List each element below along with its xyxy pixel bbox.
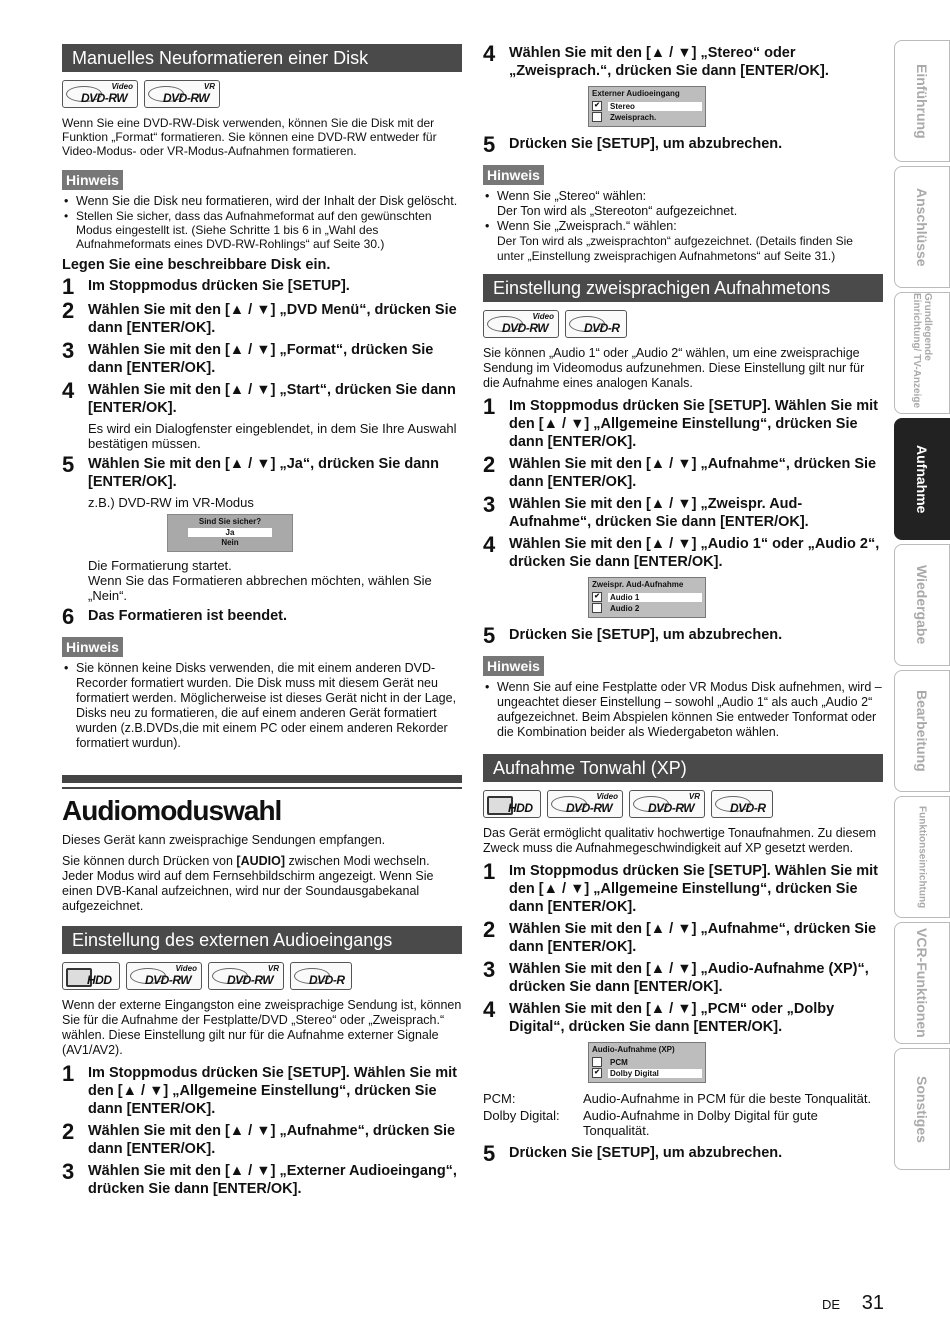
section-title-bilingual: Einstellung zweisprachigen Aufnahmetons — [483, 274, 883, 302]
bilingual-intro: Sie können „Audio 1“ oder „Audio 2“ wählen, um eine zweisprachige Sendung im Videomodus aufzunehmen. Diese Einstellung gilt nur für die Aufnahme eines analogen Kanals. — [483, 346, 865, 390]
dvd-r-badge: DVD-R — [290, 962, 352, 990]
chapter-tabs — [894, 40, 950, 1174]
dvd-rw-video-badge: Video DVD-RW — [483, 310, 559, 338]
tab-anschluesse[interactable]: Anschlüsse — [894, 166, 950, 288]
def-desc: Audio-Aufnahme in PCM für die beste Tonqualität. — [583, 1091, 872, 1106]
language-label: DE — [821, 1297, 840, 1312]
disc-badges-bilingual — [483, 310, 883, 338]
xp-definitions — [483, 1091, 883, 1140]
step: 2 Wählen Sie mit den [▲ / ▼] „Aufnahme“, drücken Sie dann [ENTER/OK]. — [483, 452, 877, 490]
tab-wiedergabe[interactable]: Wiedergabe — [894, 544, 950, 666]
reformat-notes-2 — [62, 661, 462, 751]
def-desc: Audio-Aufnahme in Dolby Digital für gute Tonqualität. — [583, 1108, 818, 1138]
hinweis-label: Hinweis — [62, 170, 123, 190]
hinweis-label: Hinweis — [62, 637, 123, 657]
right-column — [483, 41, 883, 1168]
menu-option: PCM — [592, 1057, 702, 1067]
step: 2 Wählen Sie mit den [▲ / ▼] „DVD Menü“, drücken Sie dann [ENTER/OK]. — [62, 298, 457, 336]
menu-option: ✔ Audio 1 — [592, 592, 702, 602]
step: 3 Wählen Sie mit den [▲ / ▼] „Format“, drücken Sie dann [ENTER/OK]. — [62, 338, 434, 376]
bilingual-menu — [588, 577, 706, 618]
tab-sonstiges[interactable]: Sonstiges — [894, 1048, 950, 1170]
section-title-ext-audio: Einstellung des externen Audioeingangs — [62, 926, 462, 954]
left-column — [62, 44, 462, 1202]
disc-badges-reformat — [62, 80, 462, 108]
step: 5 Drücken Sie [SETUP], um abzubrechen. — [483, 1141, 783, 1166]
step: 4 Wählen Sie mit den [▲ / ▼] „PCM“ oder „Dolby Digital“, drücken Sie dann [ENTER/OK]. — [483, 997, 835, 1035]
step: 4 Wählen Sie mit den [▲ / ▼] „Start“, drücken Sie dann [ENTER/OK]. — [62, 378, 456, 416]
audio-p2: Sie können durch Drücken von [AUDIO] zwischen Modi wechseln. Jeder Modus wird auf dem Fernsehbildschirm angezeigt. Wenn Sie einen DVB-Kanal aufzeichnen, wird nur der Soundausgabekanal aufgezeichnet. — [62, 854, 434, 913]
step: 6 Das Formatieren ist beendet. — [62, 604, 288, 629]
checkbox-checked-icon: ✔ — [592, 101, 602, 111]
disc-badges-xp — [483, 790, 883, 818]
menu-title: Zweispr. Aud-Aufnahme — [592, 580, 684, 589]
confirm-dialog — [167, 514, 293, 552]
list-item: • Sie können keine Disks verwenden, die mit einem anderen DVD-Recorder formatiert wurden. Die Disk muss mit diesem Gerät neu formatiert werden. Möglicherweise ist dieses Gerät nicht in der Lage, Disks neu zu formatieren, die auf einem anderen Gerät formatiert wurden (z.B.DVDs,die mit einem PC oder einem anderen Rekorder formatiert wurdun). — [72, 661, 462, 751]
step: 1 Im Stoppmodus drücken Sie [SETUP]. — [62, 274, 350, 299]
menu-option: ✔ Stereo — [592, 101, 702, 111]
checkbox-checked-icon: ✔ — [592, 592, 602, 602]
def-term: PCM: — [483, 1091, 516, 1106]
step: 2 Wählen Sie mit den [▲ / ▼] „Aufnahme“, drücken Sie dann [ENTER/OK]. — [62, 1119, 456, 1157]
hdd-badge: HDD — [483, 790, 541, 818]
step: 1 Im Stoppmodus drücken Sie [SETUP]. Wählen Sie mit den [▲ / ▼] „Allgemeine Einstellung“, drücken Sie dann [ENTER/OK]. — [483, 859, 878, 915]
step: 1 Im Stoppmodus drücken Sie [SETUP]. Wählen Sie mit den [▲ / ▼] „Allgemeine Einstellung“, drücken Sie dann [ENTER/OK]. — [62, 1061, 457, 1117]
list-item: • Wenn Sie die Disk neu formatieren, wird der Inhalt der Disk gelöscht. — [72, 194, 462, 209]
disc-badges-ext-audio — [62, 962, 462, 990]
menu-title: Audio-Aufnahme (XP) — [592, 1045, 675, 1054]
list-item: • Stellen Sie sicher, dass das Aufnahmeformat auf den gewünschten Modus eingestellt ist. (Siehe Schritte 1 bis 6 in „Wahl des Aufnahmeformats eines DVD-RW-Rohlings“ auf Seite 30.) — [72, 209, 462, 251]
dvd-rw-video-badge: Video DVD-RW — [62, 80, 138, 108]
xp-intro: Das Gerät ermöglicht qualitativ hochwertige Tonaufnahmen. Zu diesem Zweck muss die Aufnahmegeschwindigkeit auf XP gesetzt werden. — [483, 826, 877, 855]
divider-thin — [62, 787, 462, 789]
menu-option: ✔ Dolby Digital — [592, 1068, 702, 1078]
dvd-r-badge: DVD-R — [565, 310, 627, 338]
reformat-lead: Legen Sie eine beschreibbare Disk ein. — [62, 257, 331, 273]
page-number: 31 — [861, 1292, 884, 1314]
audio-p1: Dieses Gerät kann zweisprachige Sendungen empfangen. — [62, 833, 386, 847]
tab-grundlegende-einrichtung[interactable]: Grundlegende Einrichtung/ TV-Anzeige — [894, 292, 950, 414]
tab-funktionseinrichtung[interactable]: Funktionseinrichtung — [894, 796, 950, 918]
step-note: z.B.) DVD-RW im VR-Modus — [88, 495, 254, 510]
ext-audio-menu — [588, 86, 706, 127]
menu-option: Zweisprach. — [592, 112, 702, 122]
section-title-reformat: Manuelles Neuformatieren einer Disk — [62, 44, 462, 72]
dialog-title: Sind Sie sicher? — [198, 517, 262, 526]
step: 5 Wählen Sie mit den [▲ / ▼] „Ja“, drücken Sie dann [ENTER/OK]. — [62, 452, 439, 490]
step-note: Es wird ein Dialogfenster eingeblendet, in dem Sie Ihre Auswahl bestätigen müssen. — [88, 421, 457, 451]
checkbox-icon — [592, 112, 602, 122]
list-item: • Wenn Sie „Stereo“ wählen: Der Ton wird als „Stereoton“ aufgezeichnet. — [493, 189, 883, 219]
step: 3 Wählen Sie mit den [▲ / ▼] „Zweispr. Aud-Aufnahme“, drücken Sie dann [ENTER/OK]. — [483, 492, 809, 530]
def-term: Dolby Digital: — [483, 1108, 560, 1123]
list-item: • Wenn Sie „Zweisprach.“ wählen: Der Ton wird als „zweisprachton“ aufgezeichnet. (Details finden Sie unter „Einstellung zweisprachigen Aufnahmetons“ auf Seite 31.) — [493, 219, 883, 264]
step: 4 Wählen Sie mit den [▲ / ▼] „Stereo“ oder „Zweisprach.“, drücken Sie dann [ENTER/OK]. — [483, 41, 829, 79]
audio-mode-title: Audiomoduswahl — [62, 795, 282, 826]
bilingual-notes — [483, 680, 883, 740]
section-title-xp: Aufnahme Tonwahl (XP) — [483, 754, 883, 782]
checkbox-icon — [592, 1057, 602, 1067]
dvd-rw-video-badge: Video DVD-RW — [126, 962, 202, 990]
step-note: Wenn Sie das Formatieren abbrechen möchten, wählen Sie „Nein“. — [88, 573, 432, 603]
step: 5 Drücken Sie [SETUP], um abzubrechen. — [483, 623, 783, 648]
reformat-intro: Wenn Sie eine DVD-RW-Disk verwenden, können Sie die Disk mit der Funktion „Format“ formatieren. Sie können eine DVD-RW entweder für Video-Modus- oder VR-Modus-Aufnahmen formatieren. — [62, 116, 437, 158]
dialog-option-no: Nein — [221, 538, 239, 547]
dvd-rw-video-badge: Video DVD-RW — [547, 790, 623, 818]
dialog-option-yes: Ja — [188, 528, 272, 537]
hinweis-label: Hinweis — [483, 165, 544, 185]
list-item: • Wenn Sie auf eine Festplatte oder VR Modus Disk aufnehmen, wird – ungeachtet dieser Einstellung – sowohl „Audio 1“ als auch „Audio 2“ aufgezeichnet. Beim Abspielen können Sie entweder Tonformat oder die Kombination beider als Wiedergabeton wählen. — [493, 680, 883, 740]
step: 4 Wählen Sie mit den [▲ / ▼] „Audio 1“ oder „Audio 2“, drücken Sie dann [ENTER/OK]. — [483, 532, 880, 570]
step: 1 Im Stoppmodus drücken Sie [SETUP]. Wählen Sie mit den [▲ / ▼] „Allgemeine Einstellung“, drücken Sie dann [ENTER/OK]. — [483, 394, 878, 450]
hinweis-label: Hinweis — [483, 656, 544, 676]
tab-vcr-funktionen[interactable]: VCR-Funktionen — [894, 922, 950, 1044]
dvd-rw-vr-badge: VR DVD-RW — [208, 962, 284, 990]
tab-bearbeitung[interactable]: Bearbeitung — [894, 670, 950, 792]
dvd-r-badge: DVD-R — [711, 790, 773, 818]
divider-bar — [62, 775, 462, 783]
menu-option: Audio 2 — [592, 603, 702, 613]
tab-einfuehrung[interactable]: Einführung — [894, 40, 950, 162]
checkbox-checked-icon: ✔ — [592, 1068, 602, 1078]
step-note: Die Formatierung startet. — [88, 558, 232, 573]
xp-menu — [588, 1042, 706, 1083]
step: 5 Drücken Sie [SETUP], um abzubrechen. — [483, 132, 783, 157]
tab-aufnahme[interactable]: Aufnahme — [894, 418, 950, 540]
menu-title: Externer Audioeingang — [592, 89, 680, 98]
hdd-badge: HDD — [62, 962, 120, 990]
dvd-rw-vr-badge: VR DVD-RW — [144, 80, 220, 108]
ext-audio-notes — [483, 189, 883, 264]
ext-audio-intro: Wenn der externe Eingangston eine zweisprachige Sendung ist, können Sie für die Aufnahme der Festplatte/DVD „Stereo“ oder „Zweisprach.“ wählen. Diese Einstellung gilt nur für die Aufnahme externer Signale (AV1/AV2). — [62, 998, 462, 1057]
reformat-notes — [62, 194, 462, 251]
checkbox-icon — [592, 603, 602, 613]
dvd-rw-vr-badge: VR DVD-RW — [629, 790, 705, 818]
step: 3 Wählen Sie mit den [▲ / ▼] „Audio-Aufnahme (XP)“, drücken Sie dann [ENTER/OK]. — [483, 957, 869, 995]
step: 2 Wählen Sie mit den [▲ / ▼] „Aufnahme“, drücken Sie dann [ENTER/OK]. — [483, 917, 877, 955]
step: 3 Wählen Sie mit den [▲ / ▼] „Externer Audioeingang“, drücken Sie dann [ENTER/OK]. — [62, 1159, 457, 1197]
